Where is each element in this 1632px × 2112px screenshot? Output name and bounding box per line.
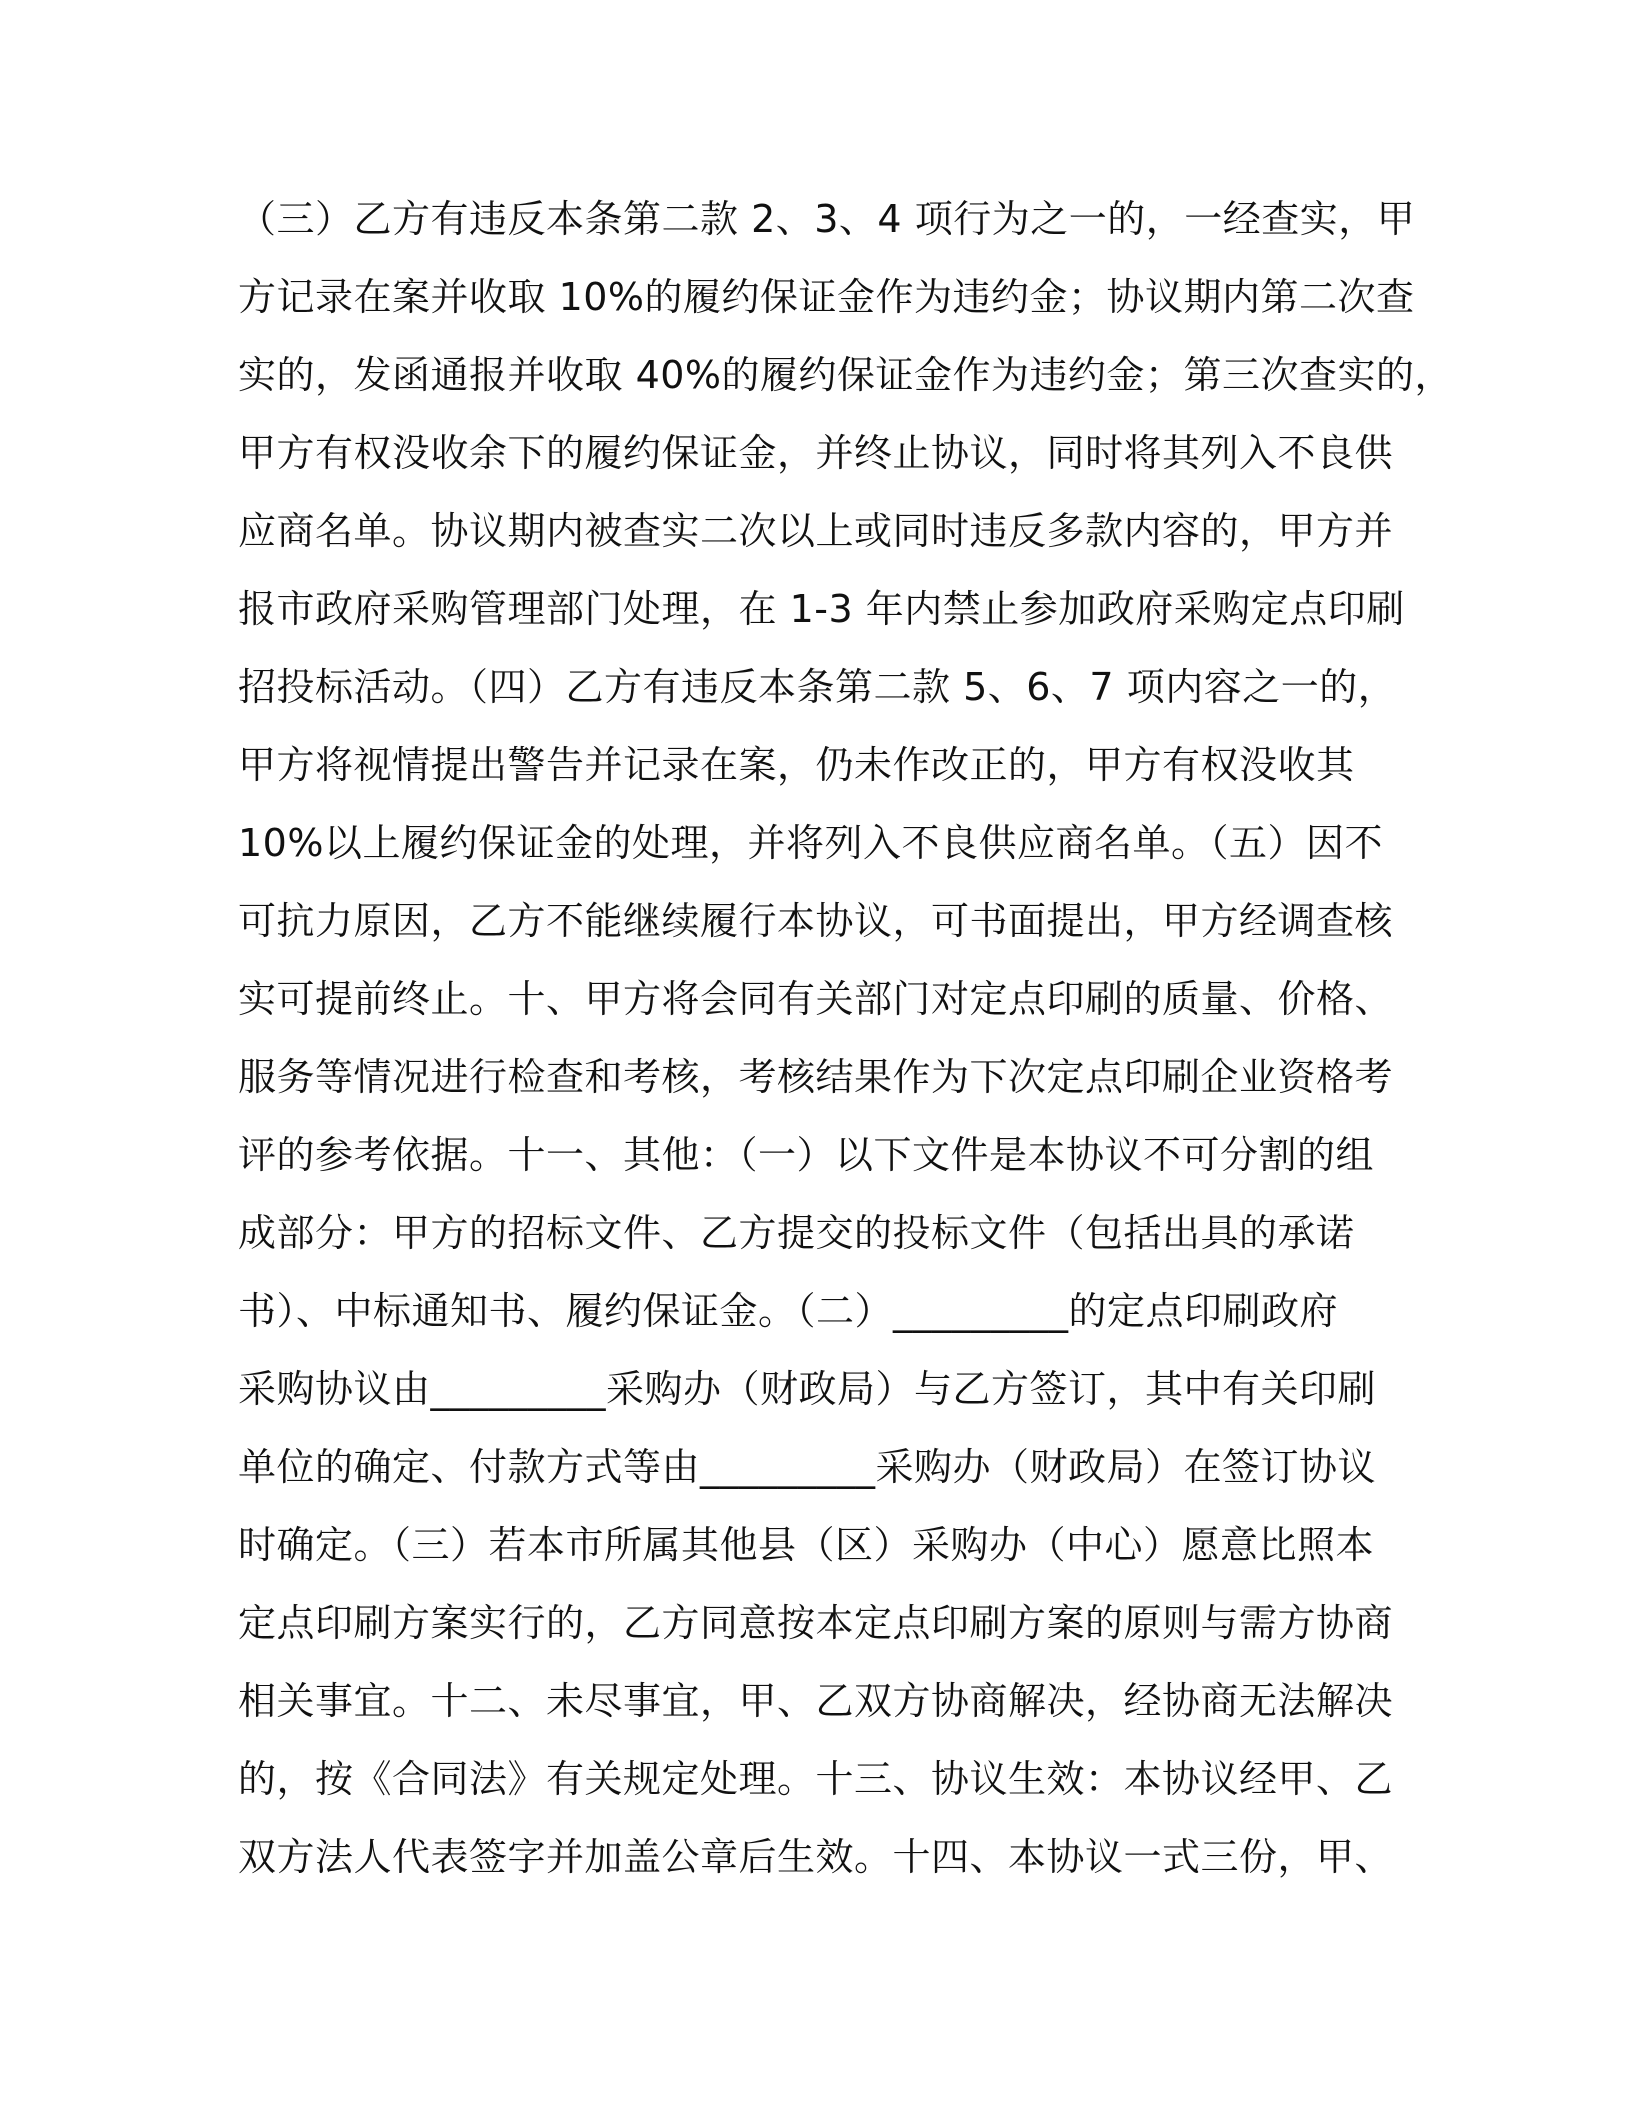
text-line: （三）乙方有违反本条第二款 2、3、4 项行为之一的，一经查实，甲 bbox=[238, 197, 1416, 241]
text-line: 采购协议由_________采购办（财政局）与乙方签订，其中有关印刷 bbox=[238, 1367, 1377, 1411]
body-text bbox=[238, 186, 1454, 1902]
text-line: 甲方有权没收余下的履约保证金，并终止协议，同时将其列入不良供 bbox=[238, 431, 1394, 475]
text-line: 单位的确定、付款方式等由_________采购办（财政局）在签订协议 bbox=[238, 1445, 1377, 1489]
text-line: 可抗力原因，乙方不能继续履行本协议，可书面提出，甲方经调查核 bbox=[238, 899, 1394, 943]
text-line: 时确定。（三）若本市所属其他县（区）采购办（中心）愿意比照本 bbox=[238, 1523, 1375, 1567]
text-line: 应商名单。协议期内被查实二次以上或同时违反多款内容的，甲方并 bbox=[238, 509, 1394, 553]
text-line: 实的，发函通报并收取 40%的履约保证金作为违约金；第三次查实的， bbox=[238, 353, 1454, 397]
text-line: 实可提前终止。十、甲方将会同有关部门对定点印刷的质量、价格、 bbox=[238, 977, 1394, 1021]
text-line: 方记录在案并收取 10%的履约保证金作为违约金；协议期内第二次查 bbox=[238, 275, 1415, 319]
text-line: 书）、中标通知书、履约保证金。（二）_________的定点印刷政府 bbox=[238, 1289, 1339, 1333]
text-line: 定点印刷方案实行的，乙方同意按本定点印刷方案的原则与需方协商 bbox=[238, 1601, 1394, 1645]
text-line: 报市政府采购管理部门处理，在 1-3 年内禁止参加政府采购定点印刷 bbox=[238, 587, 1405, 631]
text-line: 服务等情况进行检查和考核，考核结果作为下次定点印刷企业资格考 bbox=[238, 1055, 1394, 1099]
text-line: 的，按《合同法》有关规定处理。十三、协议生效：本协议经甲、乙 bbox=[238, 1757, 1394, 1801]
text-line: 10%以上履约保证金的处理，并将列入不良供应商名单。（五）因不 bbox=[238, 821, 1383, 865]
text-line: 评的参考依据。十一、其他：（一）以下文件是本协议不可分割的组 bbox=[238, 1133, 1375, 1177]
text-line: 甲方将视情提出警告并记录在案，仍未作改正的，甲方有权没收其 bbox=[238, 743, 1355, 787]
text-line: 双方法人代表签字并加盖公章后生效。十四、本协议一式三份，甲、 bbox=[238, 1835, 1394, 1879]
text-line: 成部分：甲方的招标文件、乙方提交的投标文件（包括出具的承诺 bbox=[238, 1211, 1355, 1255]
text-line: 招投标活动。（四）乙方有违反本条第二款 5、6、7 项内容之一的， bbox=[238, 665, 1397, 709]
text-line: 相关事宜。十二、未尽事宜，甲、乙双方协商解决，经协商无法解决 bbox=[238, 1679, 1394, 1723]
